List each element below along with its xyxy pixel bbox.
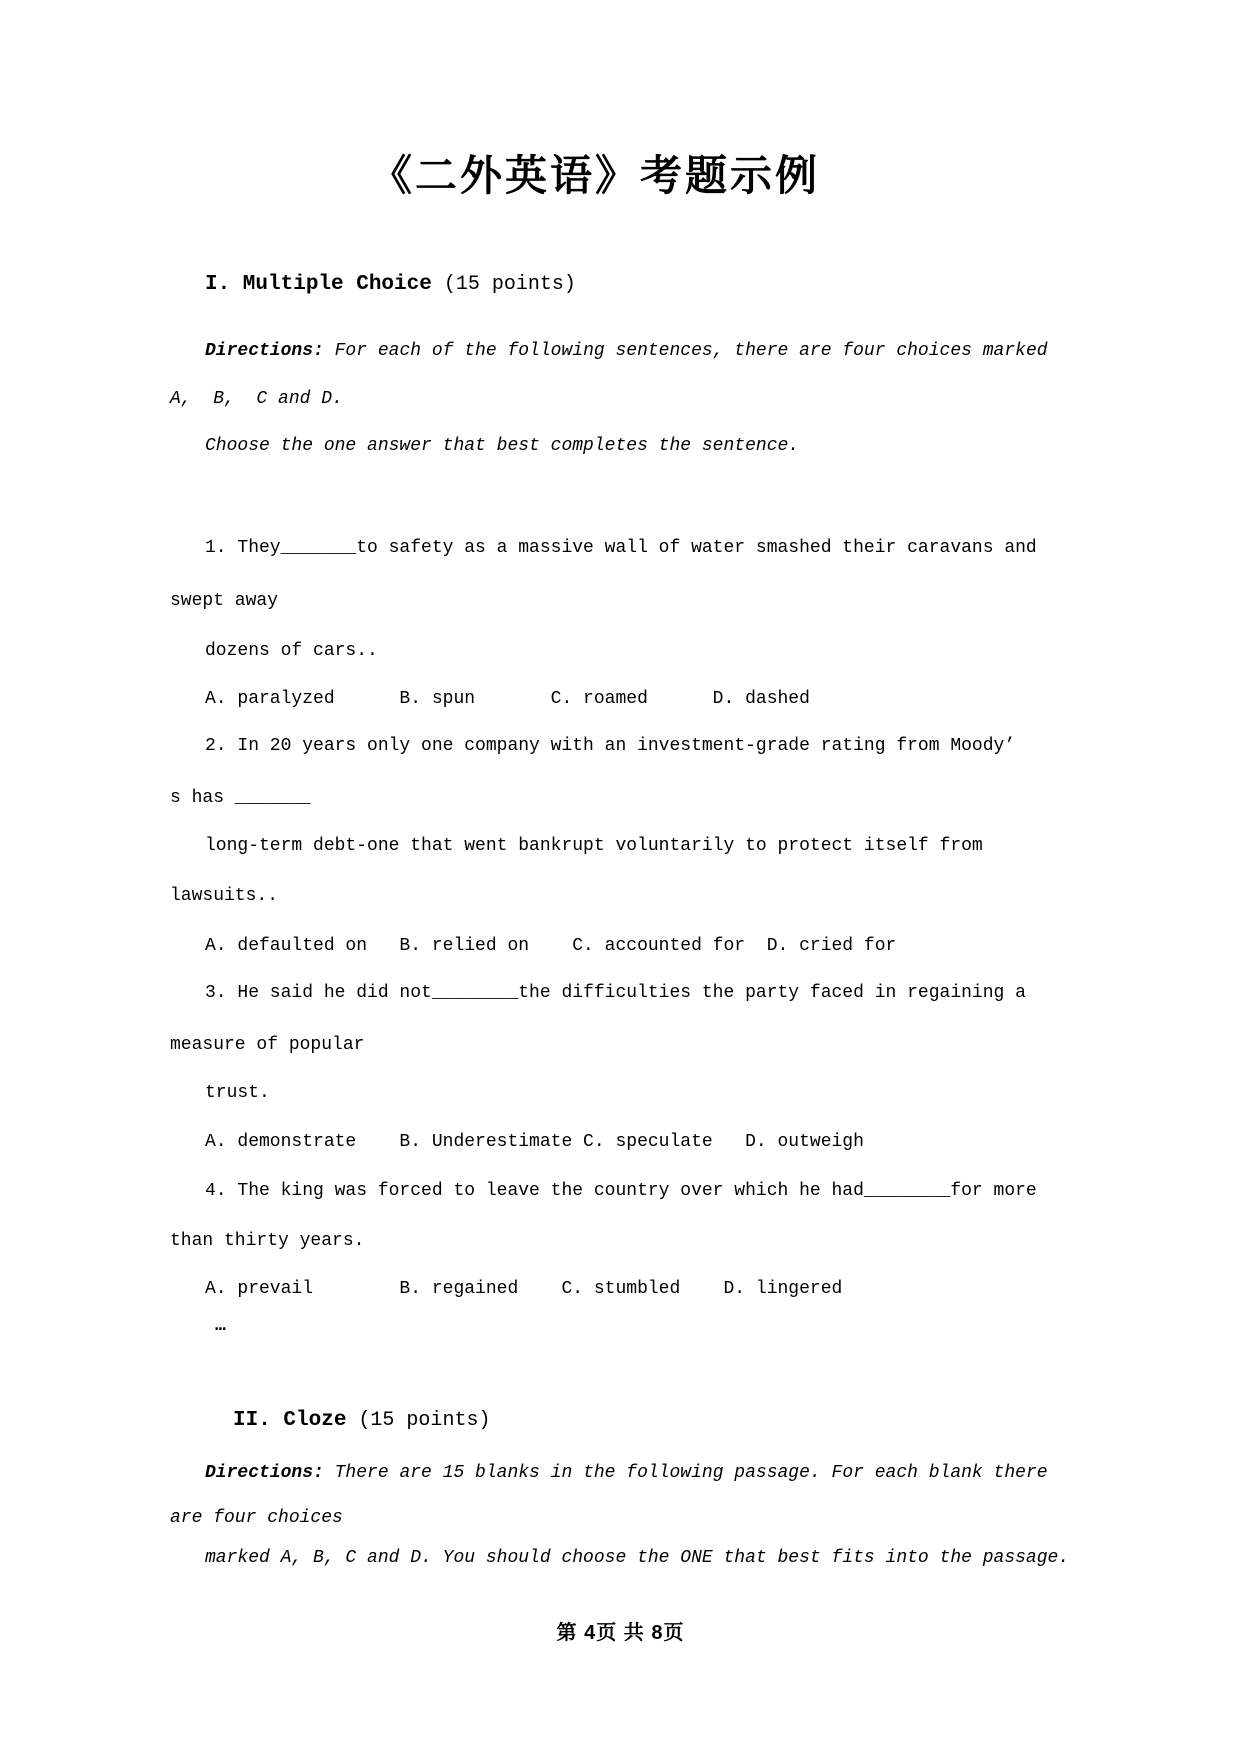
question4-line1: 4. The king was forced to leave the country over which he had________for more bbox=[205, 1181, 1037, 1201]
section1-directions-label: Directions: bbox=[205, 341, 324, 361]
page-number-footer: 第 4页 共 8页 bbox=[556, 1622, 685, 1644]
section1-heading bbox=[205, 272, 576, 298]
document-title: 《二外英语》考题示例 bbox=[369, 152, 820, 199]
section1-heading-label: I. Multiple Choice bbox=[205, 273, 432, 296]
section2-directions-text: There are 15 blanks in the following passage. For each blank there bbox=[323, 1463, 1048, 1483]
question3-options: A. demonstrate B. Underestimate C. speculate D. outweigh bbox=[205, 1132, 864, 1152]
section2-heading-points: (15 points) bbox=[346, 1409, 491, 1432]
section1-directions-line3: Choose the one answer that best completes the sentence. bbox=[205, 436, 800, 456]
question1-line3: dozens of cars.. bbox=[205, 641, 378, 661]
section1-directions-text: For each of the following sentences, there are four choices marked bbox=[323, 341, 1048, 361]
section2-directions-line1 bbox=[205, 1460, 1048, 1486]
more-questions-ellipsis: … bbox=[215, 1316, 226, 1336]
question3-line3: trust. bbox=[205, 1083, 270, 1103]
question4-line2: than thirty years. bbox=[170, 1231, 365, 1251]
question4-options: A. prevail B. regained C. stumbled D. lingered bbox=[205, 1279, 843, 1299]
question2-line2: s has _______ bbox=[170, 788, 311, 808]
section1-heading-points: (15 points) bbox=[431, 273, 576, 296]
section2-directions-line3: marked A, B, C and D. You should choose the ONE that best fits into the passage. bbox=[205, 1548, 1070, 1568]
question2-line3: long-term debt-one that went bankrupt voluntarily to protect itself from bbox=[205, 836, 983, 856]
section1-directions-line2: A, B, C and D. bbox=[170, 389, 343, 409]
question1-options: A. paralyzed B. spun C. roamed D. dashed bbox=[205, 689, 810, 709]
question1-line2: swept away bbox=[170, 591, 279, 611]
section2-heading-label: II. Cloze bbox=[233, 1409, 347, 1432]
question2-line1: 2. In 20 years only one company with an investment-grade rating from Moody’ bbox=[205, 736, 1016, 756]
question2-line4: lawsuits.. bbox=[170, 886, 279, 906]
question2-options: A. defaulted on B. relied on C. accounted for D. cried for bbox=[205, 936, 897, 956]
section2-directions-label: Directions: bbox=[205, 1463, 324, 1483]
question3-line2: measure of popular bbox=[170, 1035, 365, 1055]
question1-line1: 1. They_______to safety as a massive wall of water smashed their caravans and bbox=[205, 538, 1037, 558]
section1-directions-line1 bbox=[205, 338, 1048, 364]
section2-heading bbox=[233, 1408, 490, 1434]
question3-line1: 3. He said he did not________the difficulties the party faced in regaining a bbox=[205, 983, 1026, 1003]
section2-directions-line2: are four choices bbox=[170, 1508, 343, 1528]
